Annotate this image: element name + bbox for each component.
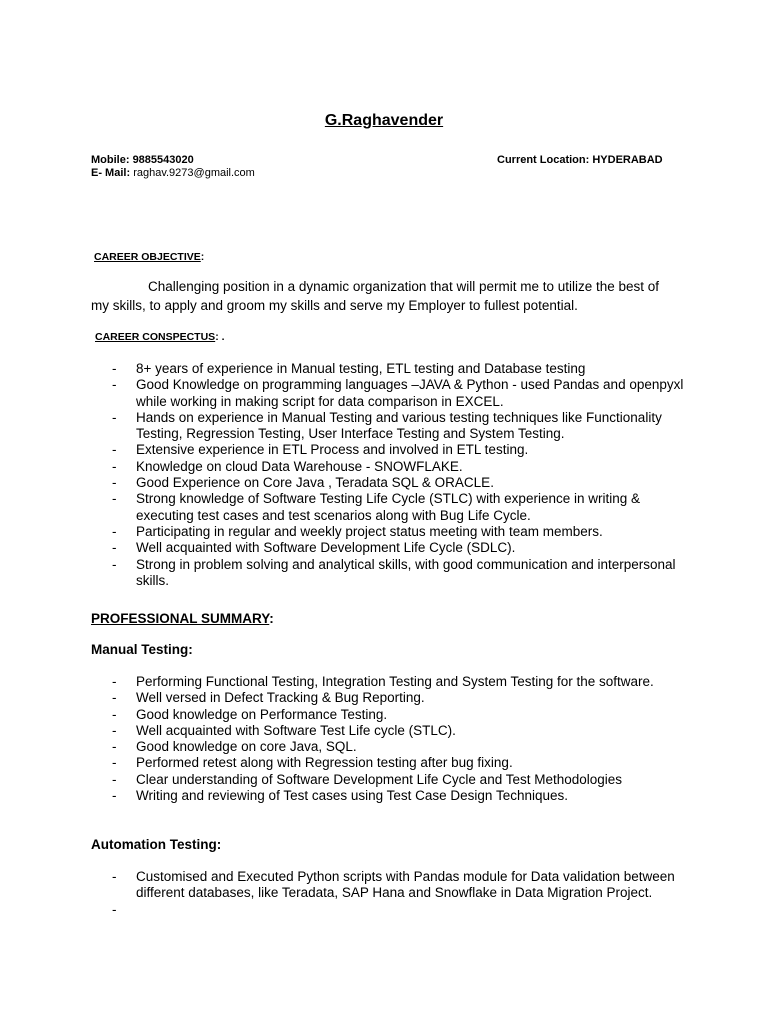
list-item: - Strong in problem solving and analytical skills, with good communication and interpersonal skills.	[112, 557, 697, 590]
automation-testing-heading: Automation Testing:	[91, 837, 222, 852]
list-item: - Clear understanding of Software Development Life Cycle and Test Methodologies	[112, 772, 697, 788]
list-item: - Performing Functional Testing, Integration Testing and System Testing for the software.	[112, 674, 697, 690]
list-item: - Participating in regular and weekly project status meeting with team members.	[112, 524, 697, 540]
manual-testing-list	[112, 674, 697, 804]
list-item: - Writing and reviewing of Test cases using Test Case Design Techniques.	[112, 788, 697, 804]
professional-summary-heading: PROFESSIONAL SUMMARY:	[91, 611, 274, 626]
email-line: E- Mail: raghav.9273@gmail.com	[91, 167, 255, 179]
manual-testing-heading: Manual Testing:	[91, 642, 193, 657]
list-item: - Strong knowledge of Software Testing Life Cycle (STLC) with experience in writing & executing test cases and test scenarios along with Bug Life Cycle.	[112, 491, 697, 524]
career-objective-heading: CAREER OBJECTIVE:	[94, 251, 205, 263]
mobile-line: Mobile: 9885543020	[91, 154, 194, 166]
career-conspectus-heading: CAREER CONSPECTUS: .	[95, 331, 225, 343]
location-line: Current Location: HYDERABAD	[497, 154, 663, 166]
list-item: - Good knowledge on Performance Testing.	[112, 707, 697, 723]
list-item: - Hands on experience in Manual Testing and various testing techniques like Functionality Testing, Regression Testing, User Interface Testing and System Testing.	[112, 410, 697, 443]
list-item: - 8+ years of experience in Manual testing, ETL testing and Database testing	[112, 361, 697, 377]
career-objective-text: Challenging position in a dynamic organization that will permit me to utilize the best of my skills, to apply and groom my skills and serve my Employer to fullest potential.	[91, 279, 660, 313]
email-link[interactable]: raghav.9273@gmail.com	[133, 167, 255, 179]
list-item	[112, 902, 697, 918]
list-item: - Good Knowledge on programming languages –JAVA & Python - used Pandas and openpyxl while working in making script for data comparison in EXCEL.	[112, 377, 697, 410]
list-item: - Good knowledge on core Java, SQL.	[112, 739, 697, 755]
list-item: - Performed retest along with Regression testing after bug fixing.	[112, 755, 697, 771]
list-item: - Good Experience on Core Java , Teradata SQL & ORACLE.	[112, 475, 697, 491]
list-item: - Customised and Executed Python scripts with Pandas module for Data validation between different databases, like Teradata, SAP Hana and Snowflake in Data Migration Project.	[112, 869, 697, 902]
list-item: - Well acquainted with Software Development Life Cycle (SDLC).	[112, 540, 697, 556]
list-item: - Well versed in Defect Tracking & Bug Reporting.	[112, 690, 697, 706]
candidate-name: G.Raghavender	[324, 112, 444, 129]
list-item: - Extensive experience in ETL Process and involved in ETL testing.	[112, 442, 697, 458]
automation-testing-list	[112, 869, 697, 918]
list-item: - Knowledge on cloud Data Warehouse - SNOWFLAKE.	[112, 459, 697, 475]
career-conspectus-list	[112, 361, 697, 589]
list-item: - Well acquainted with Software Test Life cycle (STLC).	[112, 723, 697, 739]
